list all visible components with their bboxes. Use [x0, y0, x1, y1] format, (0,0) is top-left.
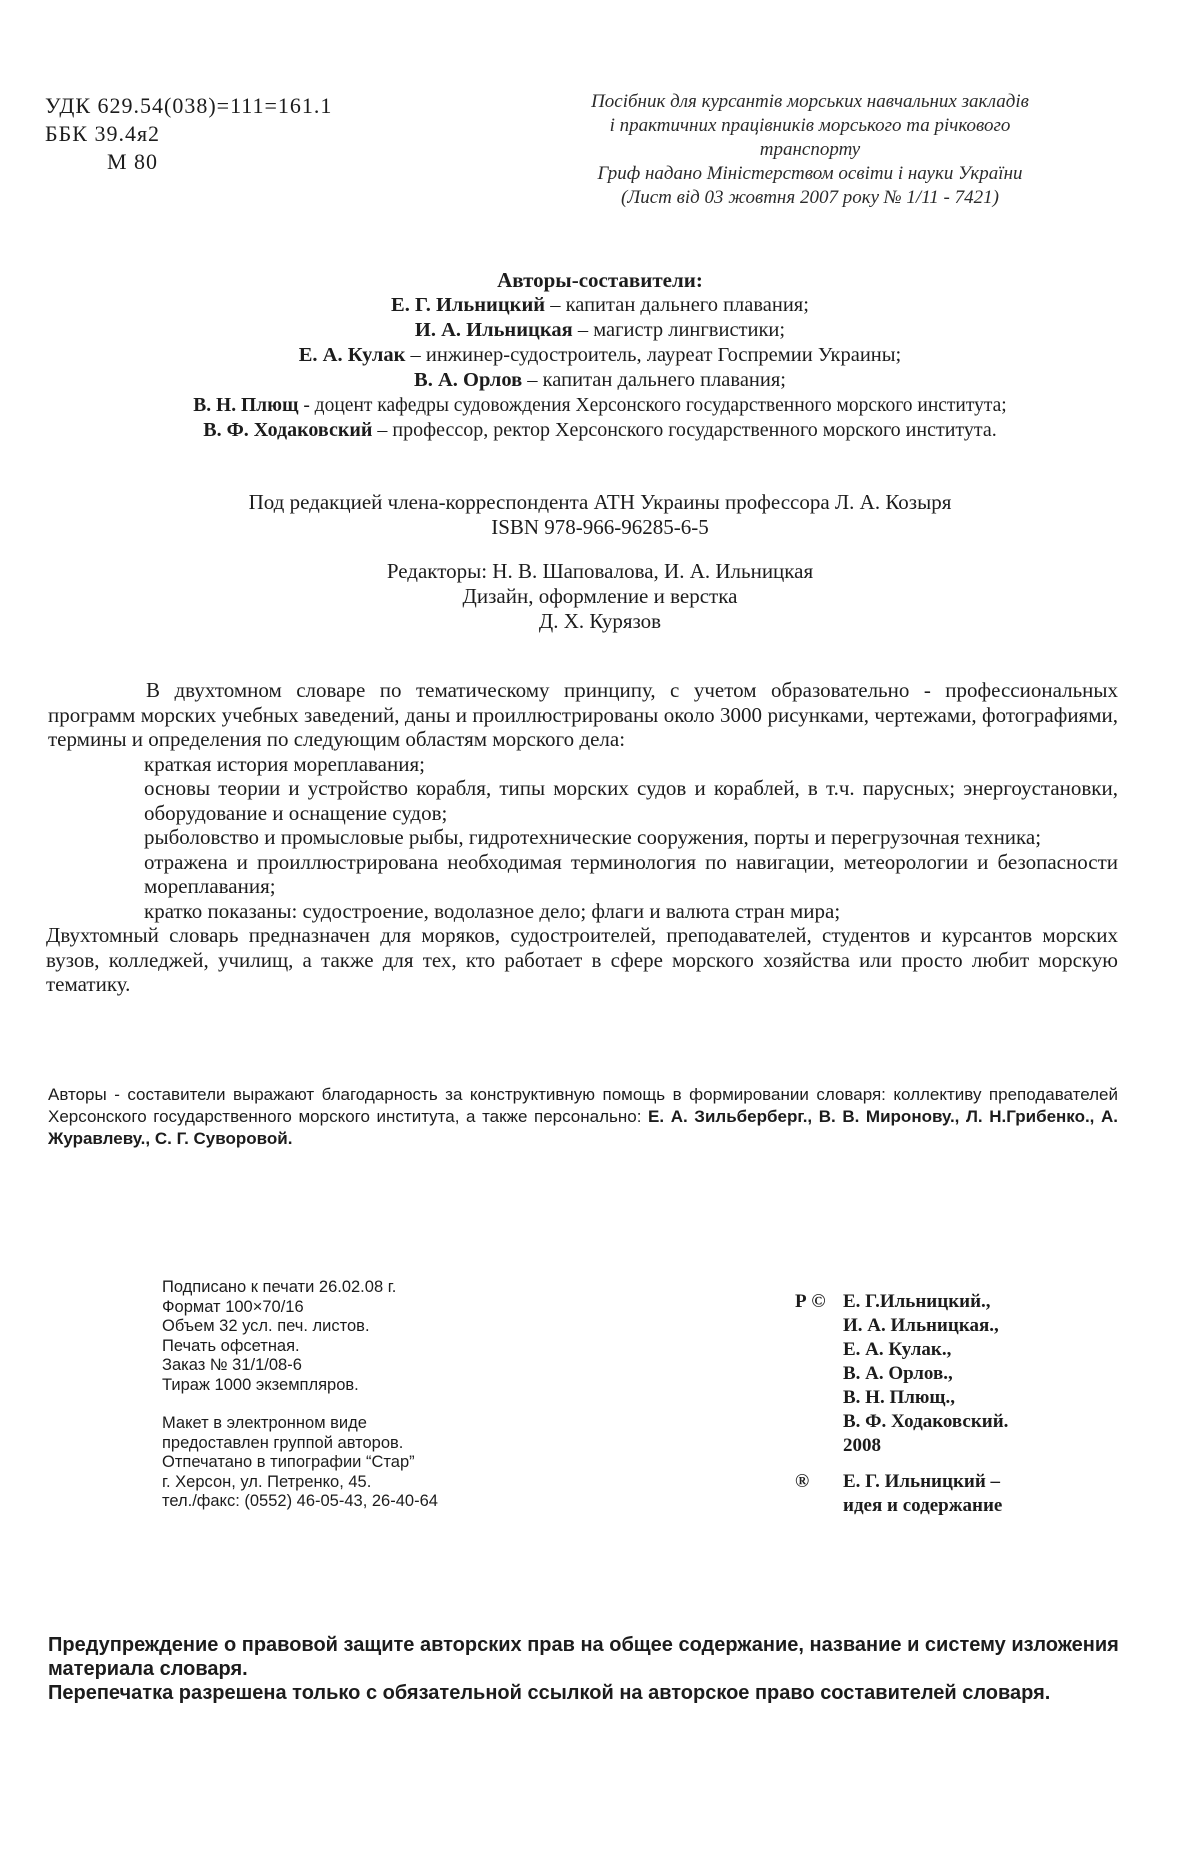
- topic-item: краткая история мореплавания;: [144, 751, 425, 776]
- classification-block: [45, 92, 332, 176]
- registered-symbol: ®: [795, 1471, 810, 1492]
- idea-description: идея и содержание: [843, 1495, 1003, 1516]
- author-name: В. Н. Плющ: [193, 395, 299, 416]
- authors-heading: Авторы-составители:: [497, 268, 703, 292]
- author-role: – капитан дальнего плавания;: [522, 369, 786, 391]
- udk-code: УДК 629.54(038)=111=161.1: [45, 93, 333, 118]
- topic-item: кратко показаны: судостроение, водолазное дело; флаги и валюта стран мира;: [144, 898, 841, 923]
- authors-section: [38, 268, 1162, 443]
- copyright-holder: В. Н. Плющ.,: [843, 1387, 955, 1408]
- author-entry: [38, 343, 1162, 368]
- author-role: – магистр лингвистики;: [572, 319, 786, 341]
- description-intro: В двухтомном словаре по тематическому принципу, с учетом образовательно - профессиональных программ морских учебных заведений, даны и проиллюстрированы около 3000 рисунками, чертежами, фотографиями, термины и определения по следующим областям морского дела:: [48, 678, 1118, 751]
- print-line: Печать офсетная.: [162, 1336, 300, 1355]
- approval-line: Гриф надано Міністерством освіти і науки України: [597, 163, 1023, 184]
- acknowledgements: [48, 1084, 1118, 1150]
- print-line: Макет в электронном виде: [162, 1414, 367, 1432]
- approval-line: і практичних працівників морського та річкового: [609, 115, 1011, 136]
- print-line: г. Херсон, ул. Петренко, 45.: [162, 1472, 372, 1491]
- copyright-block: [795, 1290, 1155, 1518]
- author-role: – капитан дальнего плавания;: [545, 294, 809, 316]
- print-line: Подписано к печати 26.02.08 г.: [162, 1278, 397, 1296]
- author-role: – профессор, ректор Херсонского государственного морского института.: [372, 419, 997, 441]
- author-entry: [38, 368, 1162, 393]
- print-info: [162, 1278, 572, 1512]
- copyright-year: 2008: [843, 1435, 881, 1456]
- bbk-code: ББК 39.4я2: [45, 121, 161, 146]
- editors: Редакторы: Н. В. Шаповалова, И. А. Ильницкая: [386, 559, 814, 583]
- editorial-section: [40, 490, 1160, 634]
- approval-line: Посібник для курсантів морських навчальних закладів: [591, 91, 1029, 112]
- author-name: Е. А. Кулак: [298, 344, 406, 366]
- approval-line: транспорту: [759, 139, 861, 160]
- author-role: - доцент кафедры судовождения Херсонского государственного морского института;: [298, 395, 1007, 416]
- copyright-holder: Е. А. Кулак.,: [843, 1339, 952, 1360]
- author-name: В. А. Орлов: [414, 369, 523, 391]
- copyright-holder: В. Ф. Ходаковский.: [843, 1411, 1009, 1432]
- topic-item: основы теории и устройство корабля, типы морских судов и кораблей, в т.ч. парусных; энергоустановки, оборудование и оснащение судов;: [144, 776, 1118, 825]
- print-line: Формат 100×70/16: [162, 1297, 304, 1316]
- author-name: В. Ф. Ходаковский: [203, 419, 373, 441]
- print-line: тел./факс: (0552) 46-05-43, 26-40-64: [162, 1492, 438, 1510]
- author-name: И. А. Ильницкая: [414, 319, 573, 341]
- author-name: Е. Г. Ильницкий: [391, 294, 546, 316]
- topic-item: отражена и проиллюстрирована необходимая терминология по навигации, метеорологии и безопасности мореплавания;: [144, 849, 1118, 898]
- print-line: Отпечатано в типографии “Стар”: [162, 1453, 415, 1471]
- print-line: Объем 32 усл. печ. листов.: [162, 1317, 370, 1335]
- author-mark: М 80: [107, 149, 159, 174]
- copyright-holder: В. А. Орлов.,: [843, 1363, 953, 1384]
- print-line: предоставлен группой авторов.: [162, 1433, 404, 1452]
- author-entry: [38, 293, 1162, 318]
- isbn: ISBN 978-966-96285-6-5: [491, 515, 709, 539]
- designer: Д. Х. Курязов: [538, 609, 662, 633]
- topic-list: [48, 752, 1118, 924]
- description-closing: Двухтомный словарь предназначен для моряков, судостроителей, преподавателей, студентов и курсантов морских вузов, колледжей, училищ, а также для тех, кто работает в сфере морского хозяйства или просто любит морскую тематику.: [46, 923, 1118, 996]
- topic-item: рыболовство и промысловые рыбы, гидротехнические сооружения, порты и перегрузочная техника;: [144, 825, 1042, 849]
- acknowledgements-names: Е. А. Зильберберг., В. В. Миронову., Л. Н.Грибенко., А. Журавлеву., С. Г. Суворовой.: [48, 1107, 1118, 1148]
- copyright-symbol: Р ©: [795, 1291, 826, 1312]
- acknowledgements-text: Авторы - составители выражают благодарность за конструктивную помощь в формировании словаря: коллективу преподавателей Херсонского государственного морского института, а также персонально:: [48, 1085, 1118, 1126]
- author-entry: [38, 418, 1162, 443]
- description-section: [48, 678, 1118, 997]
- edited-by: Под редакцией члена-корреспондента АТН Украины профессора Л. А. Козыря: [248, 490, 952, 514]
- copyright-holder: Е. Г.Ильницкий.,: [843, 1291, 991, 1312]
- print-line: Заказ № 31/1/08-6: [162, 1356, 302, 1374]
- author-entry: [38, 318, 1162, 343]
- copyright-warning: [48, 1633, 1123, 1705]
- warning-line: Предупреждение о правовой защите авторских прав на общее содержание, название и систему изложения материала словаря.: [48, 1634, 1119, 1680]
- idea-holder: Е. Г. Ильницкий –: [843, 1471, 1001, 1492]
- copyright-holder: И. А. Ильницкая.,: [843, 1315, 999, 1336]
- design-label: Дизайн, оформление и верстка: [462, 584, 738, 608]
- approval-line: (Лист від 03 жовтня 2007 року № 1/11 - 7421): [621, 187, 999, 208]
- author-entry: [38, 393, 1162, 418]
- print-line: Тираж 1000 экземпляров.: [162, 1375, 359, 1394]
- warning-line: Перепечатка разрешена только с обязательной ссылкой на авторское право составителей словаря.: [48, 1682, 1051, 1704]
- approval-stamp: [505, 90, 1115, 210]
- author-role: – инжинер-судостроитель, лауреат Госпремии Украины;: [405, 344, 902, 366]
